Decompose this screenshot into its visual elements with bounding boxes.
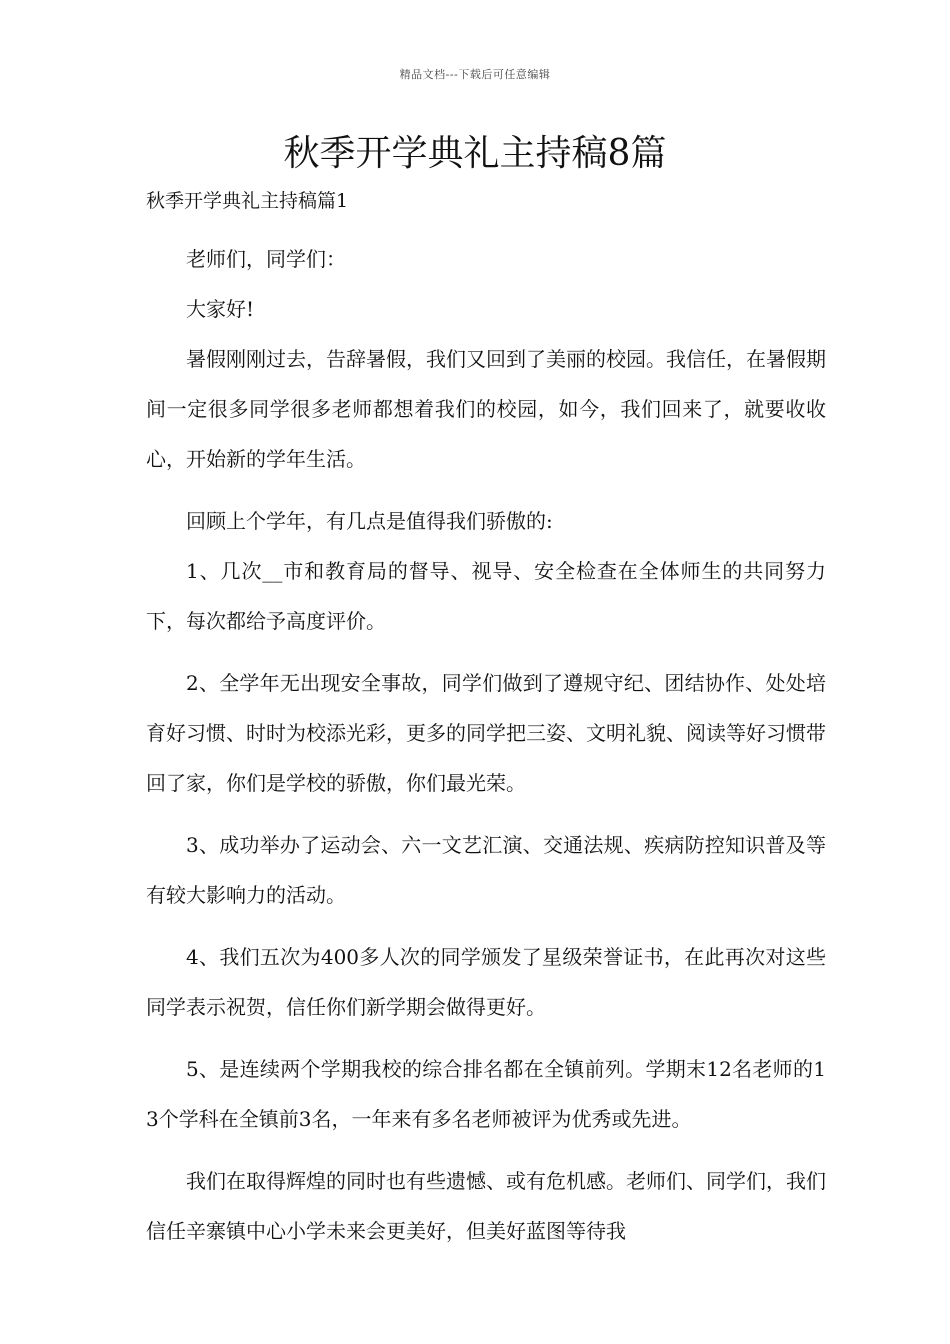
paragraph-item-5: 5、是连续两个学期我校的综合排名都在全镇前列。学期末12名老师的13个学科在全镇前3名，一年来有多名老师被评为优秀或先进。	[146, 1057, 826, 1131]
paragraph-item-3: 3、成功举办了运动会、六一文艺汇演、交通法规、疾病防控知识普及等有较大影响力的活动。	[146, 833, 826, 907]
paragraph-review: 回顾上个学年，有几点是值得我们骄傲的:	[186, 509, 553, 533]
paragraph-hello: 大家好!	[186, 297, 255, 321]
paragraph-item-1: 1、几次__市和教育局的督导、视导、安全检查在全体师生的共同努力下，每次都给予高度评价。	[146, 559, 826, 633]
header-note: 精品文档---下载后可任意编辑	[399, 68, 551, 81]
document-title: 秋季开学典礼主持稿8篇	[283, 133, 667, 174]
document-body	[146, 234, 826, 1268]
paragraph-item-2: 2、全学年无出现安全事故，同学们做到了遵规守纪、团结协作、处处培育好习惯、时时为校添光彩，更多的同学把三姿、文明礼貌、阅读等好习惯带回了家，你们是学校的骄傲，你们最光荣。	[146, 671, 826, 795]
paragraph-greeting: 老师们，同学们：	[186, 247, 346, 271]
section-heading: 秋季开学典礼主持稿篇1	[146, 190, 349, 212]
paragraph-item-4: 4、我们五次为400多人次的同学颁发了星级荣誉证书，在此再次对这些同学表示祝贺，信任你们新学期会做得更好。	[146, 945, 826, 1019]
paragraph-intro: 暑假刚刚过去，告辞暑假，我们又回到了美丽的校园。我信任，在暑假期间一定很多同学很多老师都想着我们的校园，如今，我们回来了，就要收收心，开始新的学年生活。	[146, 347, 826, 471]
paragraph-closing: 我们在取得辉煌的同时也有些遗憾、或有危机感。老师们、同学们，我们信任辛寨镇中心小学未来会更美好，但美好蓝图等待我	[146, 1169, 826, 1243]
